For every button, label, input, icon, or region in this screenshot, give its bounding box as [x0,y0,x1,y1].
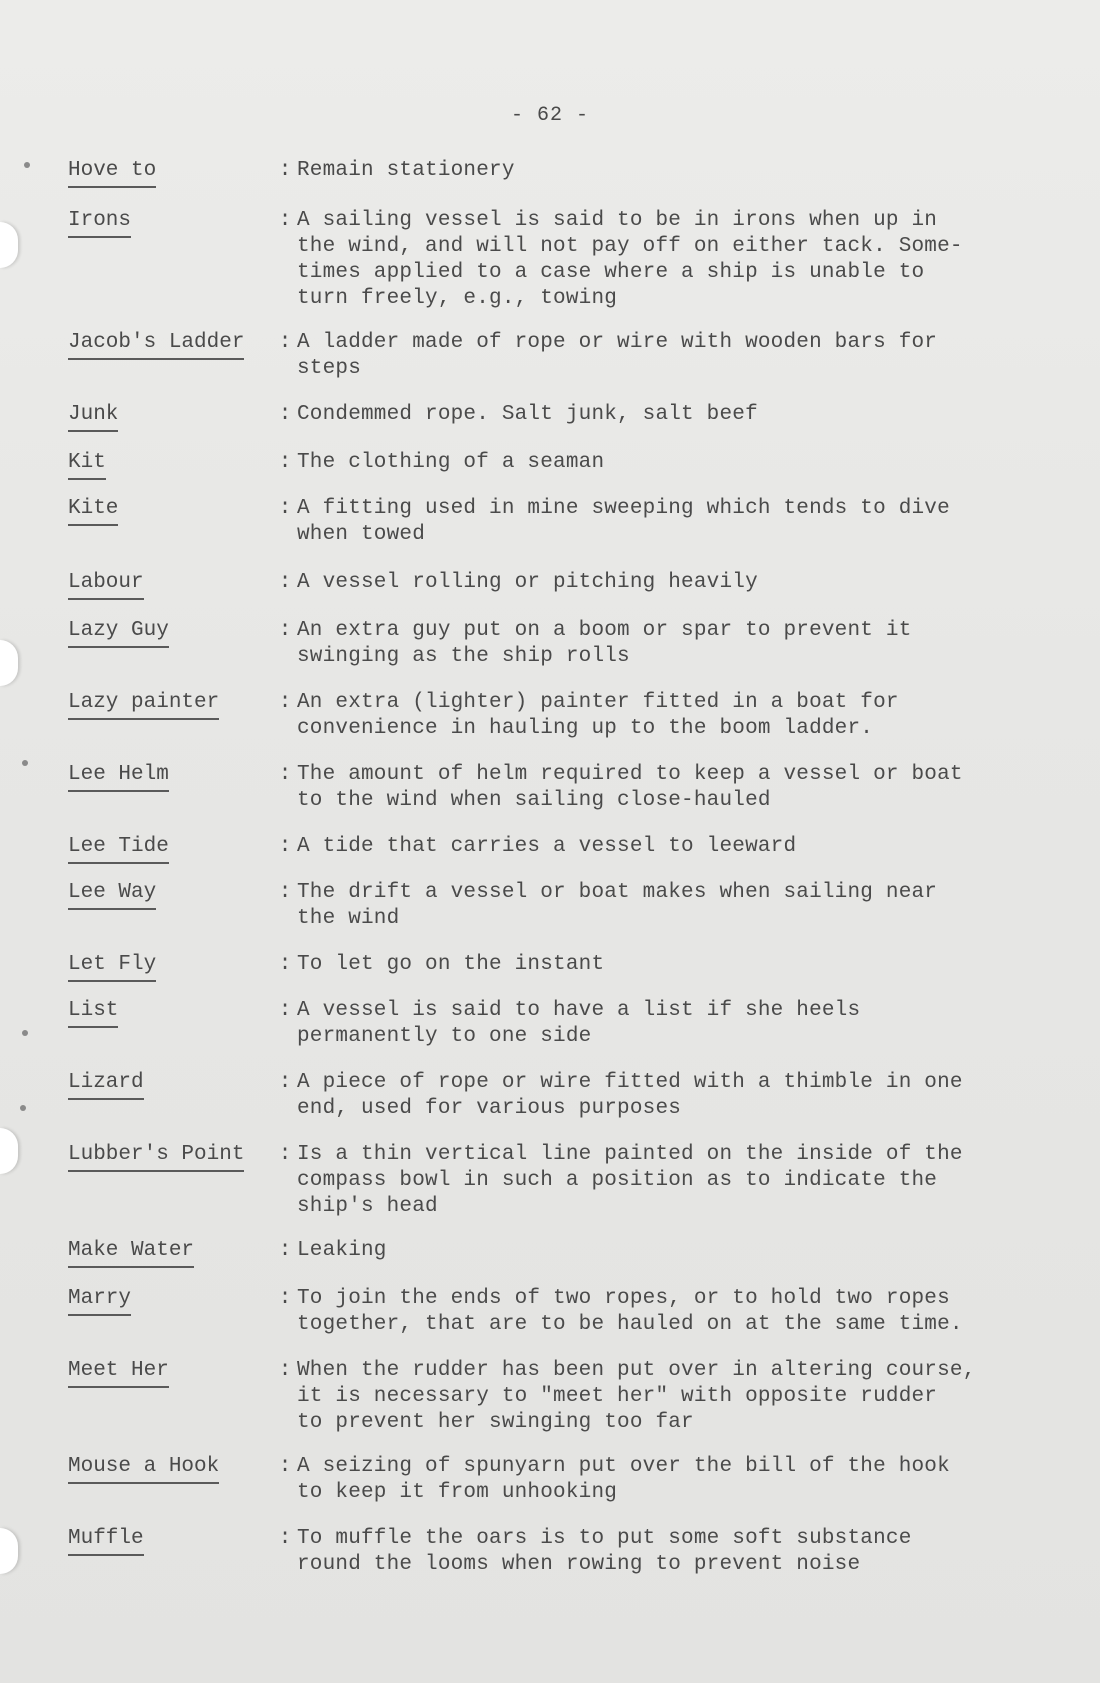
glossary-definition: To join the ends of two ropes, or to hold two ropes together, that are to be hauled on at the same time. [297,1287,963,1336]
glossary-colon: : [278,1455,292,1478]
glossary-definition: Remain stationery [297,159,515,182]
glossary-entry [68,208,1057,312]
glossary-term-text: Labour [68,570,144,600]
glossary-definition: Is a thin vertical line painted on the inside of the compass bowl in such a position as to indicate the ship's head [297,1143,963,1218]
glossary-term [68,880,273,914]
glossary-term [68,998,273,1032]
glossary-colon: : [278,1071,292,1094]
glossary-term [68,496,273,530]
paper-mark [24,162,30,168]
glossary-entry [68,1358,1057,1436]
glossary-term-text: Marry [68,1286,131,1316]
paper-mark [22,760,28,766]
glossary-term [68,208,273,242]
glossary-definition: To let go on the instant [297,953,605,976]
glossary-term-text: Mouse a Hook [68,1454,219,1484]
glossary-definition: A fitting used in mine sweeping which tends to dive when towed [297,497,950,546]
glossary-entry [68,450,1057,484]
glossary-term-text: Kit [68,450,106,480]
glossary-term-text: List [68,998,118,1028]
glossary-colon: : [278,451,292,474]
glossary-definition: The amount of helm required to keep a vessel or boat to the wind when sailing close-hauled [297,763,963,812]
binder-hole [0,1128,18,1174]
glossary-entry [68,1238,1057,1272]
glossary-entry [68,1070,1057,1122]
glossary-colon: : [278,763,292,786]
glossary-entry [68,618,1057,670]
glossary-term [68,618,273,652]
page-number: - 62 - [510,104,589,127]
glossary-definition: A piece of rope or wire fitted with a thimble in one end, used for various purposes [297,1071,963,1120]
glossary-term [68,1286,273,1320]
glossary-entry [68,1142,1057,1220]
glossary-entry [68,952,1057,986]
glossary-definition: A vessel rolling or pitching heavily [297,571,758,594]
glossary-term-text: Lizard [68,1070,144,1100]
glossary-entry [68,880,1057,932]
glossary-colon: : [278,619,292,642]
glossary-term [68,1070,273,1104]
glossary-term [68,330,273,364]
glossary-definition: An extra (lighter) painter fitted in a boat for convenience in hauling up to the boom ladder. [297,691,899,740]
glossary-term-text: Lee Tide [68,834,169,864]
glossary-term [68,1526,273,1560]
glossary-term-text: Lazy Guy [68,618,169,648]
glossary-entry [68,834,1057,868]
binder-hole [0,222,18,268]
glossary-entry [68,1286,1057,1338]
glossary-colon: : [278,691,292,714]
glossary-definition: A seizing of spunyarn put over the bill of the hook to keep it from unhooking [297,1455,950,1504]
glossary-entry [68,998,1057,1050]
glossary-definition: The clothing of a seaman [297,451,605,474]
glossary-term-text: Lee Way [68,880,156,910]
glossary-entry [68,690,1057,742]
glossary-term-text: Muffle [68,1526,144,1556]
glossary-colon: : [278,1359,292,1382]
glossary-term-text: Jacob's Ladder [68,330,244,360]
glossary-term [68,952,273,986]
glossary-definition: A vessel is said to have a list if she heels permanently to one side [297,999,861,1048]
glossary-entry [68,570,1057,604]
glossary-definition: A tide that carries a vessel to leeward [297,835,797,858]
glossary-entry [68,1454,1057,1506]
glossary-term [68,402,273,436]
glossary-term-text: Junk [68,402,118,432]
glossary-term [68,1358,273,1392]
glossary-colon: : [278,835,292,858]
glossary-definition: When the rudder has been put over in altering course, it is necessary to "meet her" with opposite rudder to prevent her swinging too far [297,1359,976,1434]
glossary-colon: : [278,953,292,976]
binder-hole [0,640,18,686]
glossary-colon: : [278,497,292,520]
paper-mark [20,1105,26,1111]
glossary-term [68,834,273,868]
glossary-colon: : [278,331,292,354]
glossary-entry [68,762,1057,814]
glossary-term-text: Kite [68,496,118,526]
glossary-term-text: Lee Helm [68,762,169,792]
glossary-term-text: Meet Her [68,1358,169,1388]
glossary-colon: : [278,1527,292,1550]
glossary-term-text: Let Fly [68,952,156,982]
glossary-term [68,158,273,192]
glossary-definition: A sailing vessel is said to be in irons when up in the wind, and will not pay off on either tack. Some- times applied to a case where a ship is unable to turn freely, e.g., towing [297,209,963,310]
glossary-entry [68,402,1057,436]
glossary-term [68,690,273,724]
glossary-term-text: Make Water [68,1238,194,1268]
glossary-term-text: Lazy painter [68,690,219,720]
glossary-entry [68,158,1057,192]
glossary-term [68,1238,273,1272]
glossary-definition: A ladder made of rope or wire with wooden bars for steps [297,331,938,380]
glossary-definition: Leaking [297,1239,387,1262]
glossary-colon: : [278,1287,292,1310]
glossary-colon: : [278,209,292,232]
glossary-colon: : [278,881,292,904]
glossary-definition: To muffle the oars is to put some soft substance round the looms when rowing to prevent noise [297,1527,912,1576]
glossary-definition: An extra guy put on a boom or spar to prevent it swinging as the ship rolls [297,619,912,668]
binder-hole [0,1528,18,1574]
glossary-term-text: Irons [68,208,131,238]
glossary-entry [68,330,1057,382]
glossary-colon: : [278,1239,292,1262]
glossary-definition: The drift a vessel or boat makes when sailing near the wind [297,881,938,930]
glossary-term [68,1142,273,1176]
glossary-colon: : [278,1143,292,1166]
glossary-term-text: Lubber's Point [68,1142,244,1172]
glossary-entry [68,496,1057,548]
glossary-colon: : [278,571,292,594]
glossary-entry [68,1526,1057,1578]
glossary-term [68,1454,273,1488]
glossary-term [68,570,273,604]
glossary-colon: : [278,159,292,182]
glossary-term [68,450,273,484]
glossary-colon: : [278,999,292,1022]
glossary-term-text: Hove to [68,158,156,188]
glossary-definition: Condemmed rope. Salt junk, salt beef [297,403,758,426]
paper-mark [22,1030,28,1036]
glossary-colon: : [278,403,292,426]
glossary-term [68,762,273,796]
